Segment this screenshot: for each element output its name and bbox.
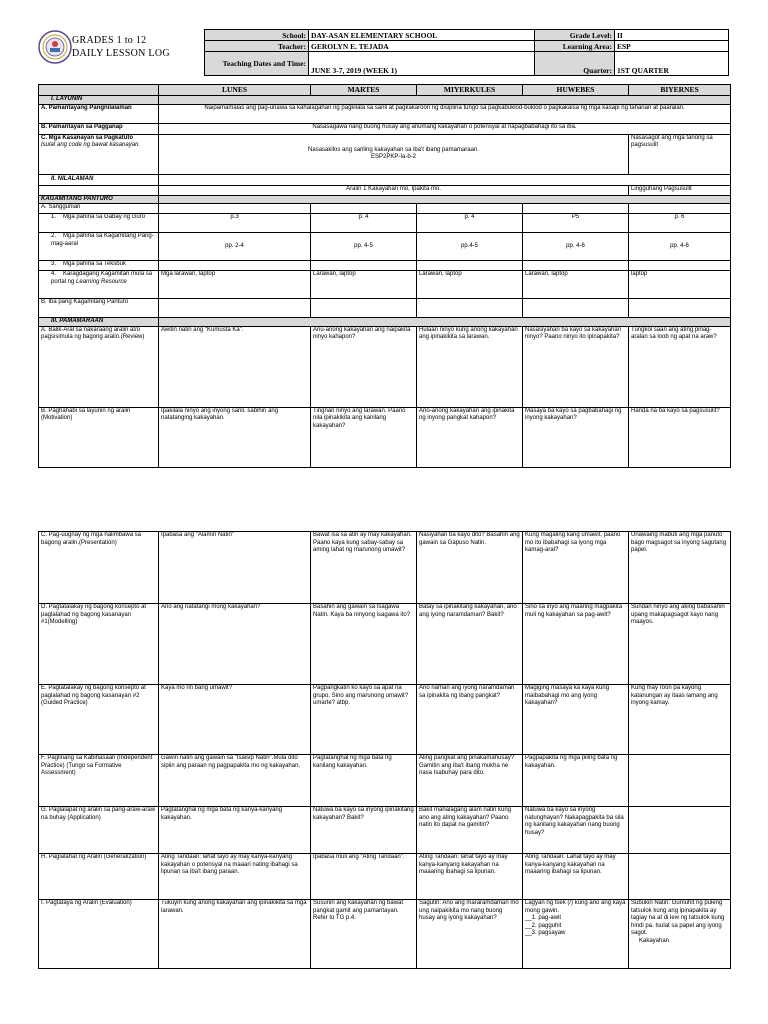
row-label-application: G. Paglalapat ng aralin sa pang-araw-araw na buhay (Application) <box>39 807 159 854</box>
mga-kasanayan-sublabel: Isulat ang code ng bawat kasanayan. <box>41 142 141 148</box>
gabay-lunes: p.3 <box>159 214 311 233</box>
row-label-modelling: D. Pagtatalakay ng bagong konsepto at paglalahad ng bagong kasanayan #1(Modelling) <box>39 604 159 685</box>
school-label: School: <box>205 30 309 41</box>
day-header-lunes: LUNES <box>159 85 311 96</box>
independent-lunes: Gawin natin ang gawain sa "Isaisip Natin".Mula dito sipiin ang paraan ng pagpapakita mo ng kakayahan. <box>159 755 311 807</box>
lm-lunes: pp. 2-4 <box>159 233 311 261</box>
gabay-ng-guro-label: Mga pahina sa Gabay ng Guro <box>63 214 146 220</box>
presentation-miyerkules: Nasiyahan ba kayo dito? Basahin ang gawain sa Gapuso Natin. <box>417 532 523 604</box>
grade-level-label: Grade Level: <box>535 30 615 41</box>
nilalaman-text: Aralin 1 Kakayahan mo, Ipakita mo. <box>159 185 629 195</box>
lr-martes: Larawan, laptop <box>311 271 417 299</box>
guided-miyerkules: Ano naman ang iyong naramdaman sa ipinakita ng ibang pangkat? <box>417 685 523 755</box>
modelling-martes: Basahin ang gawain sa Isagawa Natin. Kaya ba ninyong isagawa ito? <box>311 604 417 685</box>
table-row-guided-practice <box>39 685 731 755</box>
generalization-miyerkules: Ating Tandaan: lahat tayo ay may kanya-kanyang kakayahan na maaaring ibahagi sa lipunan. <box>417 854 523 900</box>
application-martes: Natuwa ba kayo sa inyong ipinakitang kakayahan? Bakit? <box>311 807 417 854</box>
generalization-biyernes <box>629 854 731 900</box>
header-info-table <box>204 29 729 76</box>
lm-biyernes: pp. 4-6 <box>629 233 731 261</box>
motivation-lunes: Ipakilala ninyo ang inyong sarili. sabihin ang natatanging kakayahan. <box>159 407 311 467</box>
review-huwebes: Nasasiyahan ba kayo sa kakayahan ninyo? Paano ninyo ito ipinapakita? <box>523 326 629 407</box>
teacher-value: GEROLYN E. TEJADA <box>309 41 535 52</box>
gabay-miyerkules: p. 4 <box>417 214 523 233</box>
sanggunian-label: A. Sanggunian <box>39 204 159 214</box>
guided-biyernes: Kung may roon pa kayong katanungan ay itaas lamang ang inyong kamay. <box>629 685 731 755</box>
document-title <box>72 34 170 60</box>
modelling-lunes: Ano ang natatangi mong kakayahan? <box>159 604 311 685</box>
teaching-dates-value: JUNE 3-7, 2019 (WEEK 1) <box>309 52 535 76</box>
learning-area-value: ESP <box>615 41 729 52</box>
nilalaman-biyernes: Lingguhang Pagsusulit <box>629 185 731 195</box>
application-lunes: Pagtatanghal ng mga bata ng kanya-kanyang kakayahan. <box>159 807 311 854</box>
evaluation-huwebes: Lagyan ng tsek (/) kung ano ang kaya mong gawin. <box>525 900 626 914</box>
karagdagang-kagamitan-label: Karagdagang Kagamitan mula sa portal ng <box>51 271 153 285</box>
generalization-martes: Ipabasa muli ang "Ating Tandaan". <box>311 854 417 900</box>
lm-martes: pp. 4-5 <box>311 233 417 261</box>
motivation-martes: Tingnan ninyo ang larawan. Paano nila ipinakikita ang kanilang kakayahan? <box>311 407 417 467</box>
modelling-miyerkules: Batay sa ipinakitang kakayahan, ano ang iyong naramdaman? Bakit? <box>417 604 523 685</box>
corner-cell <box>39 85 159 96</box>
mga-kasanayan-text-cell <box>159 134 629 174</box>
evaluation-biyernes: Subukin Natin: Gumuhit ng puleng tatsulok kung ang ipinapakita ay tagiay na at di lew ng tatsulok kung hindi pa. Isulat sa papel ang iyong sagot. <box>631 900 725 936</box>
teksbuk-label-cell: 3. Mga pahina sa Teksbuk <box>39 261 159 271</box>
quarter-label: Quarter: <box>535 52 615 76</box>
row-label-generalization: H. Paglalahat ng Aralin (Generalization) <box>39 854 159 900</box>
lesson-log-table-part1 <box>38 84 731 468</box>
lesson-log-table-part2 <box>38 531 731 969</box>
checklist-item: __3. pagsayaw <box>525 930 566 936</box>
learning-resource-label: Learning Resource <box>76 278 127 285</box>
evaluation-miyerkules: Sagutin: Ano ang mararamdaman mo ung naipakikita mo nang buong husay ang iyong kakayahan? <box>417 900 523 969</box>
motivation-biyernes: Handa na ba kayo sa pagsusulit? <box>629 407 731 467</box>
row-label-motivation: B. Paghahabi sa layunin ng aralin (Motivation) <box>39 407 159 467</box>
teaching-dates-label: Teaching Dates and Time: <box>205 52 309 76</box>
title-line-1: GRADES 1 to 12 <box>72 35 147 46</box>
day-header-biyernes: BIYERNES <box>629 85 731 96</box>
section-kagamitang-panturo: KAGAMITANG PANTURO <box>39 195 159 204</box>
review-martes: Anu-anong kakayahan ang naipakita ninyo kahapon? <box>311 326 417 407</box>
gabay-martes: p. 4 <box>311 214 417 233</box>
table-row-modelling <box>39 604 731 685</box>
presentation-lunes: Ipabasa ang "Alamin Natin" <box>159 532 311 604</box>
kagamitang-pang-mag-aaral-label-cell: 2. Mga pahina sa Kagamitang Pang-mag-aaral <box>39 233 159 261</box>
guided-lunes: Kaya mo rin bang umawit? <box>159 685 311 755</box>
gabay-huwebes: P5 <box>523 214 629 233</box>
iba-pang-kagamitan-label: B. Iba pang Kagamitang Panturo <box>39 299 159 318</box>
independent-biyernes <box>629 755 731 807</box>
teksbuk-label: Mga pahina sa Teksbuk <box>63 261 126 267</box>
karagdagang-kagamitan-label-cell: 4. Karagdagang Kagamitan mula sa portal ng Learning Resource <box>39 271 159 299</box>
day-header-huwebes: HUWEBES <box>523 85 629 96</box>
presentation-huwebes: Kung magaling kang umawit, paano mo ito ibabahagi sa iyong mga kamag-aral? <box>523 532 629 604</box>
table-row-application <box>39 807 731 854</box>
section-pamamaraan: III. PAMAMARAAN <box>39 318 159 327</box>
section-layunin: I. LAYUNIN <box>39 96 159 105</box>
presentation-martes: Bawat isa sa atin ay may kakayahan. Paano kaya kung sabay-sabay sa aming lahat ng marunong umawit? <box>311 532 417 604</box>
table-row-evaluation <box>39 900 731 969</box>
application-miyerkules: Bakit mahalagang alam natin kung ano ang ating kakayahan? Paano natin ito dapat na gamitin? <box>417 807 523 854</box>
title-line-2: DAILY LESSON LOG <box>72 48 170 59</box>
learning-area-label: Learning Area: <box>535 41 615 52</box>
lr-miyerkules: Larawan, laptop <box>417 271 523 299</box>
day-header-martes: MARTES <box>311 85 417 96</box>
guided-martes: Pagpangkatin ko kayo sa apat na grupo. Sino ang marunong umawit? umarte? atbp. <box>311 685 417 755</box>
mga-kasanayan-label-cell <box>39 134 159 174</box>
row-label-independent-practice: F. Paglinang sa Kabihasaan (Independent Practice) (Tungo sa Formative Assessment) <box>39 755 159 807</box>
table-row-presentation <box>39 532 731 604</box>
motivation-huwebes: Masaya ba kayo sa pagbabahagi ng inyong kakayahan? <box>523 407 629 467</box>
mga-kasanayan-label: C. Mga Kasanayan sa Pagkatuto <box>41 134 134 141</box>
presentation-biyernes: Unawaing mabuti ang mga panuto bago magsagot sa inyong sagutang papel. <box>629 532 731 604</box>
gabay-biyernes: p. 6 <box>629 214 731 233</box>
lr-huwebes: Larawan, laptop <box>523 271 629 299</box>
review-miyerkules: Hulaan ninyo kung anong kakayahan ang ipinakikita sa larawan. <box>417 326 523 407</box>
application-biyernes <box>629 807 731 854</box>
lr-biyernes: laptop <box>629 271 731 299</box>
row-label-evaluation: I. Pagtataya ng Aralin (Evaluation) <box>39 900 159 969</box>
generalization-huwebes: Ating Tandaan: Lahat tayo ay may kanya-kanyang kakayahan na maaaring ibahagi sa lipunan. <box>523 854 629 900</box>
row-label-review: A. Balik-Aral sa nakaraang aralin at/o pagsisimula ng bagong aralin.(Review) <box>39 326 159 407</box>
pamantayan-sa-pagganap-text: Nasasagawa nang buong husay ang anumang kakayahan o potensyal at napagbabahagi ito sa iba. <box>159 123 731 134</box>
table-row-motivation <box>39 407 731 467</box>
school-value: DAY-ASAN ELEMENTARY SCHOOL <box>309 30 535 41</box>
motivation-miyerkules: Ano-anong kakayahan ang ipinakita ng inyong pangkat kahapon? <box>417 407 523 467</box>
table-row-independent-practice <box>39 755 731 807</box>
mga-kasanayan-biyernes: Nasasagot ang mga tanong sa pagsusulit <box>629 134 731 174</box>
grade-level-value: II <box>615 30 729 41</box>
lm-miyerkules: pp.4-5 <box>417 233 523 261</box>
table-row-generalization <box>39 854 731 900</box>
guided-huwebes: Magiging masaya ka kaya kung maibabahagi mo ang iyong kakayahan? <box>523 685 629 755</box>
pamantayang-pangnilalaman-label: A. Pamantayang Pangnilalaman <box>39 104 159 123</box>
day-header-miyerkules: MIYERKULES <box>417 85 523 96</box>
evaluation-lunes: Tukuyin kung anong kakayahan ang ipinakikita sa mga larawan. <box>159 900 311 969</box>
application-huwebes: Natuwa ba kayo sa inyong natunghayan? Nakapagpakita ba sila ng kanilang kakayahan nang buong husay? <box>523 807 629 854</box>
independent-miyerkules: Aling pangkat ang pinakamahusay? Gamitin ang iba't ibang mukha ne nasa Isabuhay para dito. <box>417 755 523 807</box>
evaluation-martes: Susuriin ang kakayahan ng bawat pangkat gamit ang pamantayan. Refer to TG p.4. <box>311 900 417 969</box>
lm-huwebes: pp. 4-6 <box>523 233 629 261</box>
checklist-item: __2. pagguhit <box>525 922 562 929</box>
generalization-lunes: Ating Tandaan: lahat tayo ay may kanya-kanyang kakayahan o potensyal na maaari nating ibahagi sa lipunan sa iba't ibang paraan. <box>159 854 311 900</box>
modelling-biyernes: Sundan ninyo ang aking babasahin upang makapagsagot kayo nang maayos. <box>629 604 731 685</box>
review-biyernes: Tungkol saan ang ating pinag-aralan sa loob ng apat na araw? <box>629 326 731 407</box>
evaluation-biyernes-cell <box>629 900 731 969</box>
independent-huwebes: Pagpapakita ng mga piling bata ng kakayahan. <box>523 755 629 807</box>
lr-lunes: Mga larawan, laptop <box>159 271 311 299</box>
kagamitang-pang-mag-aaral-label: Mga pahina sa Kagamitang Pang-mag-aaral <box>51 233 154 247</box>
table-row-review <box>39 326 731 407</box>
quarter-value: 1ST QUARTER <box>615 52 729 76</box>
teacher-label: Teacher: <box>205 41 309 52</box>
review-lunes: Awitin natin ang "Kumusta Ka". <box>159 326 311 407</box>
independent-martes: Pagtatanghal ng mga bata ng kanilang kakayahan. <box>311 755 417 807</box>
deped-seal-logo <box>38 30 72 64</box>
row-label-guided-practice: E. Pagtatalakay ng bagong konsepto at paglalahad ng bagong kasanayan #2 (Guided Practice) <box>39 685 159 755</box>
checklist-item: __1. pag-awit <box>525 915 562 921</box>
mga-kasanayan-code: ESP2PKP-Ia-b-2 <box>370 154 417 160</box>
gabay-ng-guro-label-cell: 1. Mga pahina sa Gabay ng Guro <box>39 214 159 233</box>
pamantayan-sa-pagganap-label: B. Pamantayan sa Pagganap <box>39 123 159 134</box>
section-nilalaman: II. NILALAMAN <box>39 174 159 185</box>
row-label-presentation: C. Pag-uugnay ng mga halimbawa sa bagong aralin.(Presentation) <box>39 532 159 604</box>
evaluation-huwebes-cell <box>523 900 629 969</box>
evaluation-biyernes-extra: Kakayahan <box>639 937 670 944</box>
pamantayang-pangnilalaman-text: Naipamamalas ang pag-unawa sa kahalagahan ng pagkilala sa sarili at pagkakaroon ng disiplina tungo sa pagkabuklod-buklod o pagkakaisa ng mga kasapi ng tahanan at paaralan. <box>159 104 731 123</box>
modelling-huwebes: Sino sa inyo ang maaring magpakita muli ng kakayahan sa pag-awit? <box>523 604 629 685</box>
mga-kasanayan-text: Nasasakilos ang sariling kakayahan sa iba't ibang pamamaraan. <box>308 146 479 153</box>
